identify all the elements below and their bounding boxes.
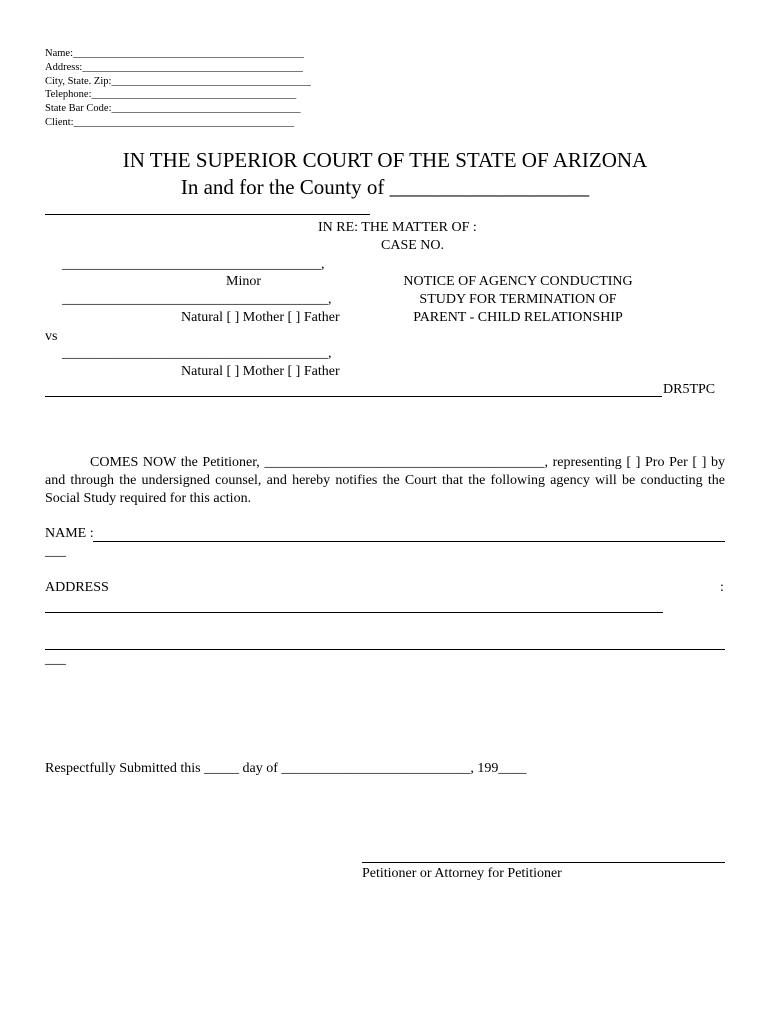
caption-top-rule	[45, 214, 370, 215]
parent-two-name-blank: ______________________________________,	[62, 346, 332, 361]
attorney-name-line: Name:____________________________________________	[45, 48, 304, 59]
agency-address-rule-tail: ___	[45, 652, 66, 667]
in-re-label: IN RE: THE MATTER OF :	[318, 220, 477, 235]
agency-address-rule-2	[45, 649, 725, 650]
agency-address-label: ADDRESS	[45, 580, 109, 595]
signature-rule	[362, 862, 725, 863]
attorney-telephone-line: Telephone:_______________________________________	[45, 89, 297, 100]
attorney-address-line: Address:__________________________________________	[45, 62, 303, 73]
agency-address-rule-1	[45, 612, 663, 613]
case-number-label: CASE NO.	[381, 238, 445, 253]
agency-name-rule	[93, 541, 725, 542]
minor-name-blank: _____________________________________,	[62, 257, 325, 272]
notice-title-line-2: STUDY FOR TERMINATION OF	[419, 292, 617, 307]
petitioner-notice-paragraph: COMES NOW the Petitioner, ________________________________________, representing [ ] Pro Per [ ] by and through the undersigned counsel, and hereby notifies the Court that the following agency will be conducting the Social Study required for this action.	[45, 455, 725, 506]
signer-label: Petitioner or Attorney for Petitioner	[362, 866, 562, 881]
form-code: DR5TPC	[663, 382, 716, 397]
agency-name-label: NAME :	[45, 526, 94, 541]
notice-title-line-3: PARENT - CHILD RELATIONSHIP	[413, 310, 623, 325]
attorney-city-state-zip-line: City, State. Zip:______________________________________	[45, 76, 311, 87]
respectfully-submitted-line: Respectfully Submitted this _____ day of ___________________________, 199____	[45, 761, 527, 776]
parent-two-relation-label: Natural [ ] Mother [ ] Father	[181, 364, 340, 379]
county-line: In and for the County of ___________________	[180, 175, 590, 199]
caption-bottom-rule	[45, 396, 662, 397]
minor-label: Minor	[226, 274, 261, 289]
court-title: IN THE SUPERIOR COURT OF THE STATE OF ARIZONA	[122, 148, 648, 172]
parent-one-relation-label: Natural [ ] Mother [ ] Father	[181, 310, 340, 325]
attorney-state-bar-code-line: State Bar Code:____________________________________	[45, 103, 301, 114]
notice-title-line-1: NOTICE OF AGENCY CONDUCTING	[403, 274, 633, 289]
parent-one-name-blank: ______________________________________,	[62, 292, 332, 307]
attorney-client-line: Client:__________________________________________	[45, 117, 295, 128]
agency-name-rule-tail: ___	[45, 544, 66, 559]
versus-label: vs	[45, 329, 58, 344]
agency-address-colon: :	[720, 580, 724, 595]
